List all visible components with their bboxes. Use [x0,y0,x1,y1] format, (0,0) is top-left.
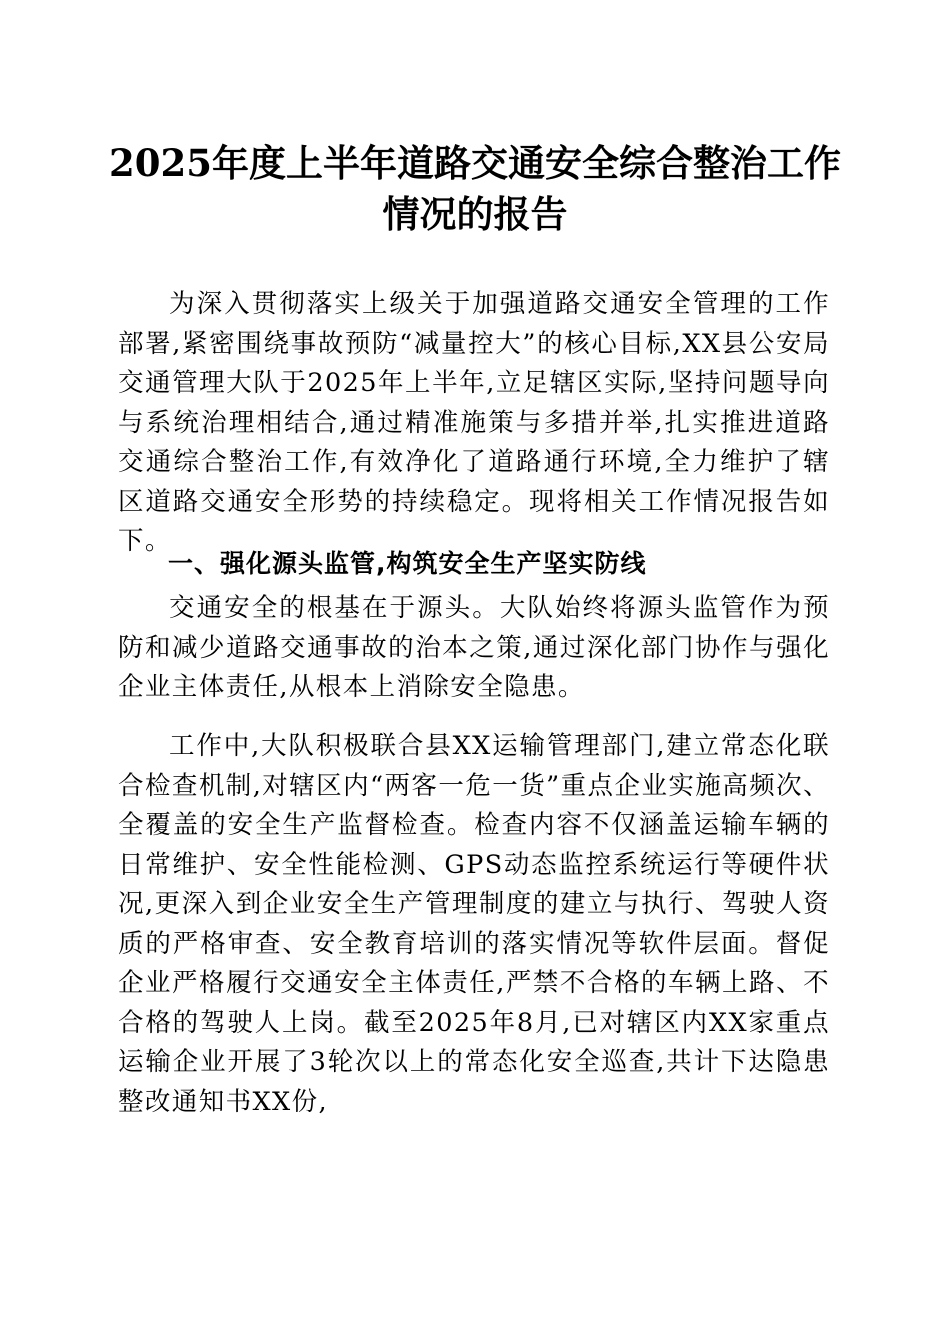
section-1-paragraph-1-block [118,589,830,708]
intro-paragraph: 为深入贯彻落实上级关于加强道路交通安全管理的工作部署,紧密围绕事故预防“减量控大”的核心目标,XX县公安局交通管理大队于2025年上半年,立足辖区实际,坚持问题导向与系统治理相结合,通过精准施策与多措并举,扎实推进道路交通综合整治工作,有效净化了道路通行环境,全力维护了辖区道路交通安全形势的持续稳定。现将相关工作情况报告如下。 [118,289,830,556]
document-title-line-2: 情况的报告 [382,192,568,236]
section-1-paragraph-2-block [118,727,830,1122]
section-1-paragraph-2: 工作中,大队积极联合县XX运输管理部门,建立常态化联合检查机制,对辖区内“两客一危一货”重点企业实施高频次、全覆盖的安全生产监督检查。检查内容不仅涵盖运输车辆的日常维护、安全性能检测、GPS动态监控系统运行等硬件状况,更深入到企业安全生产管理制度的建立与执行、驾驶人资质的严格审查、安全教育培训的落实情况等软件层面。督促企业严格履行交通安全主体责任,严禁不合格的车辆上路、不合格的驾驶人上岗。截至2025年8月,已对辖区内XX家重点运输企业开展了3轮次以上的常态化安全巡查,共计下达隐患整改通知书XX份, [118,731,830,1117]
intro-paragraph-block [118,285,830,562]
section-1-paragraph-1: 交通安全的根基在于源头。大队始终将源头监管作为预防和减少道路交通事故的治本之策,通过深化部门协作与强化企业主体责任,从根本上消除安全隐患。 [118,593,830,702]
section-heading-1: 一、强化源头监管,构筑安全生产坚实防线 [168,549,647,578]
document-title-line-1: 2025年度上半年道路交通安全综合整治工作 [109,141,841,185]
